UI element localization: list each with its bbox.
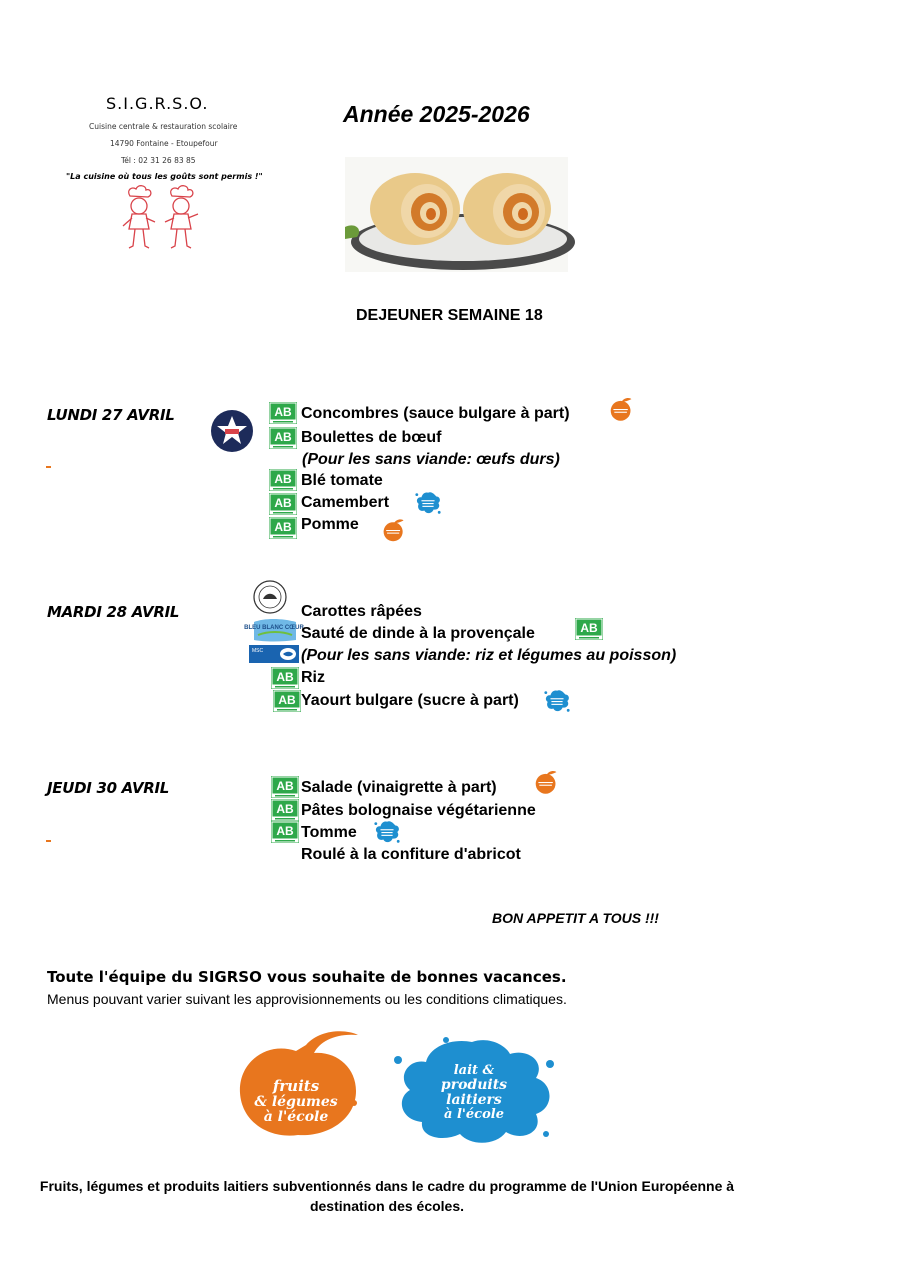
menu-item: Boulettes de bœuf xyxy=(301,429,442,446)
viande-francaise-icon xyxy=(209,409,255,453)
lait-ecole-icon xyxy=(414,489,442,517)
org-line-3: Tél : 02 31 26 83 85 xyxy=(121,156,196,165)
fruits-legumes-ecole-logo xyxy=(236,1031,364,1139)
menu-item: Pâtes bolognaise végétarienne xyxy=(301,802,536,819)
dessert-photo xyxy=(345,157,568,272)
menu-item-alternative: (Pour les sans viande: œufs durs) xyxy=(302,451,560,468)
day-label-monday: LUNDI 27 AVRIL xyxy=(47,406,175,424)
lait-produits-laitiers-ecole-logo xyxy=(386,1034,558,1146)
bon-appetit-text: BON APPETIT A TOUS !!! xyxy=(492,910,659,926)
svg-text:& légumes: & légumes xyxy=(254,1094,338,1110)
org-line-2: 14790 Fontaine - Etoupefour xyxy=(110,139,218,148)
svg-text:à l'école: à l'école xyxy=(263,1109,329,1125)
svg-text:lait &: lait & xyxy=(453,1063,495,1078)
ab-organic-icon xyxy=(273,690,301,712)
school-year: Année 2025-2026 xyxy=(343,101,530,127)
menu-item: Salade (vinaigrette à part) xyxy=(301,779,497,796)
dash-marker xyxy=(46,840,51,842)
msc-peche-durable-icon xyxy=(249,645,299,663)
eu-program-footer: Fruits, légumes et produits laitiers subventionnés dans le cadre du programme de l'Union Européenne à destination des écoles. xyxy=(39,1178,735,1214)
label-rouge-seal-icon xyxy=(252,580,288,614)
dash-marker xyxy=(46,466,51,468)
lait-ecole-icon xyxy=(543,687,571,715)
ab-organic-icon xyxy=(271,667,299,689)
ab-organic-icon xyxy=(271,776,299,798)
svg-text:MSC: MSC xyxy=(252,648,264,654)
svg-text:laitiers: laitiers xyxy=(446,1092,502,1108)
ab-organic-icon xyxy=(269,493,297,515)
menu-item: Riz xyxy=(301,669,325,686)
fruits-legumes-ecole-icon xyxy=(381,516,407,544)
menu-item: Roulé à la confiture d'abricot xyxy=(301,846,521,863)
menu-item: Blé tomate xyxy=(301,472,383,489)
day-label-tuesday: MARDI 28 AVRIL xyxy=(47,603,180,621)
ab-organic-icon xyxy=(575,618,603,640)
org-name: S.I.G.R.S.O. xyxy=(106,94,209,113)
org-slogan: "La cuisine où tous les goûts sont permis !" xyxy=(66,172,263,181)
menu-item: Pomme xyxy=(301,516,359,533)
lait-ecole-icon xyxy=(373,818,401,846)
ab-organic-icon xyxy=(269,402,297,424)
fruits-legumes-ecole-icon xyxy=(608,395,635,423)
menu-item: Concombres (sauce bulgare à part) xyxy=(301,405,570,422)
chef-kids-illustration xyxy=(120,184,210,252)
bleu-blanc-coeur-icon xyxy=(244,618,304,642)
svg-text:BLEU BLANC CŒUR: BLEU BLANC CŒUR xyxy=(244,625,304,631)
svg-text:fruits: fruits xyxy=(272,1077,320,1095)
svg-text:produits: produits xyxy=(440,1077,508,1093)
menu-item: Camembert xyxy=(301,494,390,511)
menu-item: Tomme xyxy=(301,824,357,841)
menu-disclaimer: Menus pouvant varier suivant les approvisionnements ou les conditions climatiques. xyxy=(47,991,567,1007)
day-label-thursday: JEUDI 30 AVRIL xyxy=(47,779,170,797)
vacances-message: Toute l'équipe du SIGRSO vous souhaite de bonnes vacances. xyxy=(47,968,567,986)
menu-item: Yaourt bulgare (sucre à part) xyxy=(301,692,519,709)
ab-organic-icon xyxy=(269,517,297,539)
svg-text:à l'école: à l'école xyxy=(444,1107,504,1122)
ab-organic-icon xyxy=(269,469,297,491)
menu-item-alternative: (Pour les sans viande: riz et légumes au poisson) xyxy=(301,647,677,664)
ab-organic-icon xyxy=(269,427,297,449)
ab-organic-icon xyxy=(271,821,299,843)
ab-organic-icon xyxy=(271,799,299,821)
menu-title: DEJEUNER SEMAINE 18 xyxy=(356,307,543,324)
fruits-legumes-ecole-icon xyxy=(533,768,560,796)
org-line-1: Cuisine centrale & restauration scolaire xyxy=(89,122,238,131)
menu-item: Sauté de dinde à la provençale xyxy=(301,625,535,642)
menu-item: Carottes râpées xyxy=(301,603,422,620)
